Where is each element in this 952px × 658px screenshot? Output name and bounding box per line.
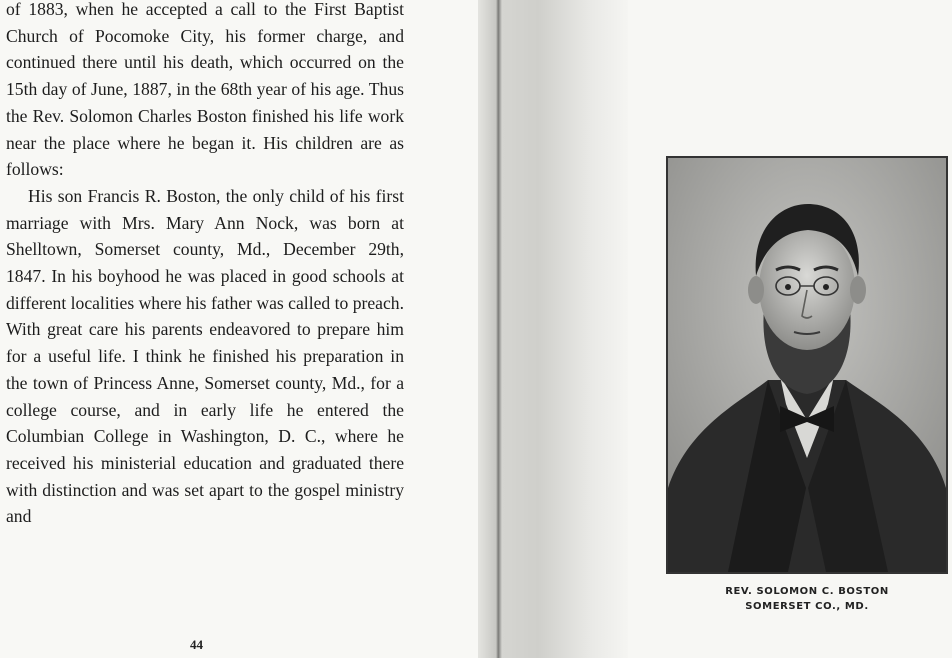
paragraph-2: His son Francis R. Boston, the only child of his first marriage with Mrs. Mary Ann Nock, was born at Shelltown, Somerset county, Md., December 29th, 1847. In his boyhood he was placed in good schools at different localities where his father was called to preach. With great care his parents endeavored to prepare him for a useful life. I think he finished his preparation in the town of Princess Anne, Somerset county, Md., for a college course, and in early life he entered the Columbian College in Washington, D. C., where he received his ministerial education and graduated there with distinction and was set apart to the gospel ministry and (6, 185, 404, 527)
portrait-illustration (668, 158, 946, 572)
paragraph-1: of 1883, when he accepted a call to the First Baptist Church of Pocomoke City, his former charge, and continued there until his death, which occurred on the 15th day of June, 1887, in the 68th year of his age. Thus the Rev. Solomon Charles Boston finished his life work near the place where he began it. His children are as follows: (6, 0, 404, 180)
page-number: 44 (190, 637, 203, 652)
caption-name: REV. SOLOMON C. BOSTON (725, 586, 889, 597)
book-gutter (478, 0, 628, 658)
portrait-photo (666, 156, 948, 574)
caption-location: SOMERSET CO., MD. (745, 601, 869, 612)
body-text (6, 0, 404, 530)
photo-caption (666, 584, 948, 614)
